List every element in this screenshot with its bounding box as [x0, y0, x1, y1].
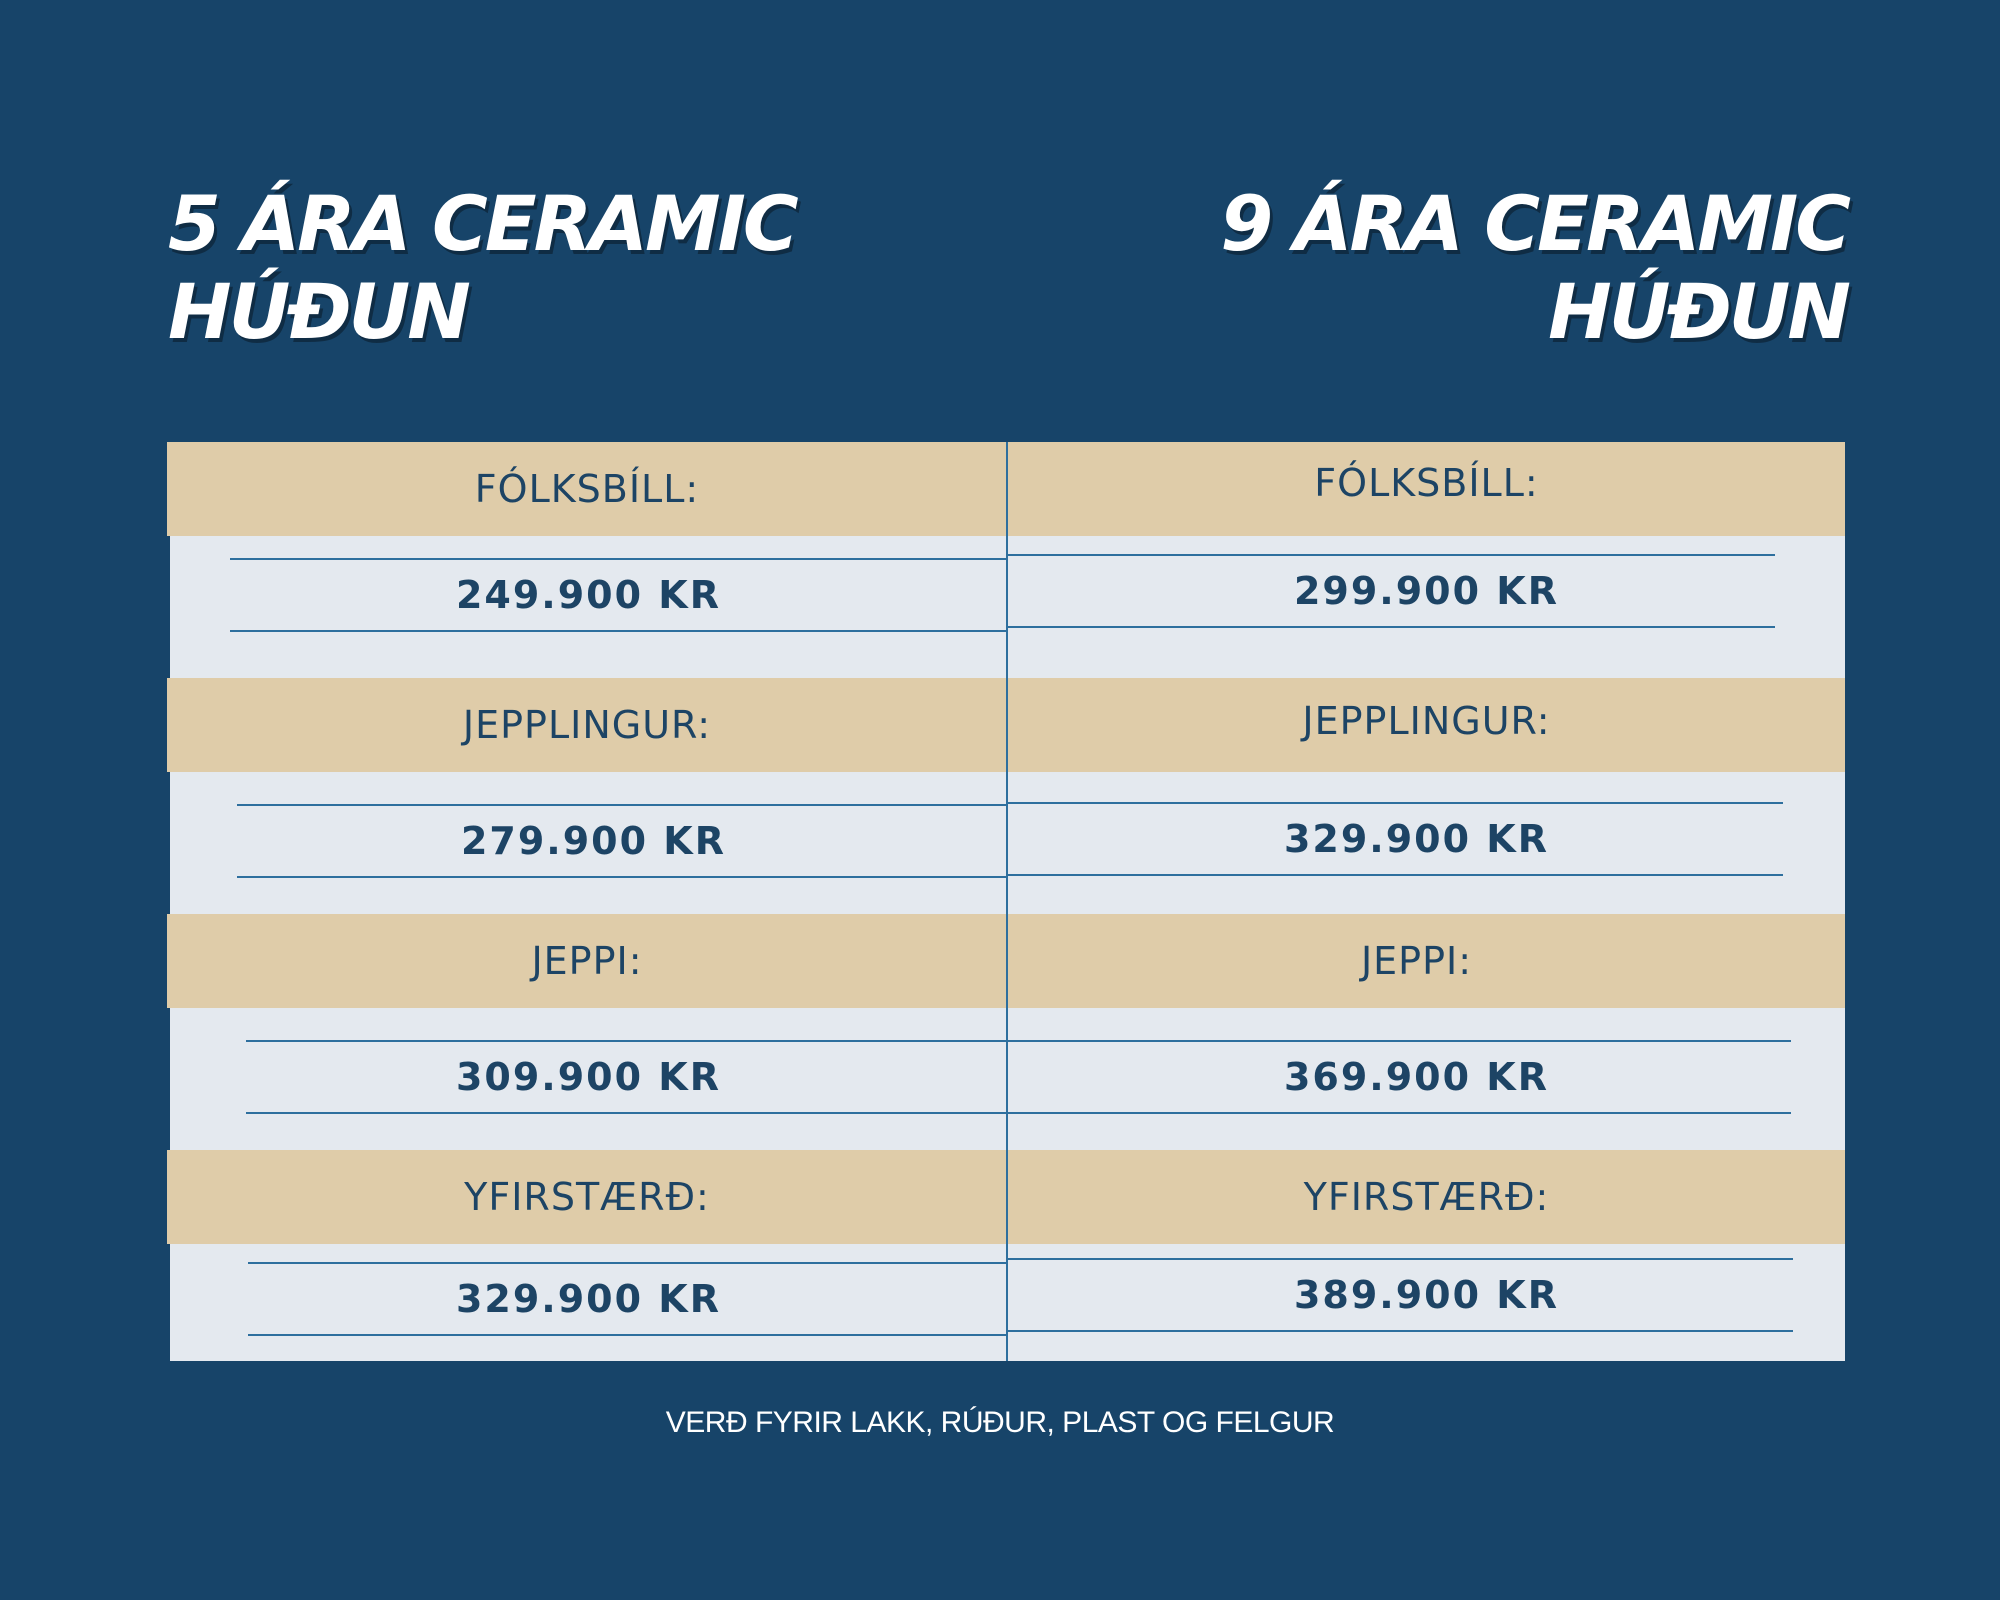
rule-line	[248, 1262, 1007, 1264]
price-value: 299.900 KR	[1293, 569, 1559, 613]
rule-line	[248, 1334, 1007, 1336]
price-value: 329.900 KR	[455, 1277, 721, 1321]
vehicle-type-label: FÓLKSBÍLL:	[1314, 461, 1539, 505]
price-row	[1008, 554, 1845, 628]
rule-line	[1008, 1330, 1793, 1332]
rule-line	[246, 1040, 1007, 1042]
vehicle-type-band	[167, 678, 1007, 772]
nine-year-heading-line2: HÚÐUN	[1548, 267, 1848, 356]
five-year-heading-line2: HÚÐUN	[168, 267, 468, 356]
price-row	[1008, 1040, 1845, 1114]
price-row	[1008, 802, 1845, 876]
vehicle-type-band	[1008, 678, 1845, 772]
rule-line	[1008, 1040, 1791, 1042]
five-year-heading	[168, 180, 796, 356]
vehicle-type-label: YFIRSTÆRÐ:	[464, 1175, 710, 1219]
vehicle-type-label: FÓLKSBÍLL:	[474, 467, 700, 511]
vehicle-type-label: JEPPI:	[531, 939, 643, 983]
vehicle-type-label: JEPPLINGUR:	[1302, 699, 1551, 743]
rule-line	[230, 558, 1007, 560]
price-value: 369.900 KR	[1283, 1055, 1549, 1099]
five-year-heading-line1: 5 ÁRA CERAMIC	[168, 179, 796, 268]
rule-line	[1008, 554, 1775, 556]
price-row	[170, 1262, 1007, 1336]
nine-year-column	[1008, 442, 1845, 1361]
five-year-column	[170, 442, 1007, 1361]
price-row	[170, 1040, 1007, 1114]
vehicle-type-band	[167, 442, 1007, 536]
vehicle-type-band	[1008, 914, 1845, 1008]
rule-line	[1008, 874, 1783, 876]
price-value: 249.900 KR	[455, 573, 721, 617]
price-table	[170, 442, 1845, 1361]
rule-line	[1008, 1112, 1791, 1114]
vehicle-type-label: YFIRSTÆRÐ:	[1303, 1175, 1550, 1219]
price-value: 309.900 KR	[455, 1055, 721, 1099]
rule-line	[246, 1112, 1007, 1114]
vehicle-type-band	[1008, 442, 1845, 536]
vehicle-type-label: JEPPI:	[1360, 939, 1473, 983]
price-value: 389.900 KR	[1293, 1273, 1559, 1317]
price-value: 279.900 KR	[460, 819, 726, 863]
rule-line	[1008, 626, 1775, 628]
rule-line	[1008, 1258, 1793, 1260]
price-value: 329.900 KR	[1283, 817, 1549, 861]
price-row	[170, 558, 1007, 632]
rule-line	[230, 630, 1007, 632]
nine-year-heading-line1: 9 ÁRA CERAMIC	[1220, 179, 1848, 268]
vehicle-type-band	[167, 914, 1007, 1008]
rule-line	[237, 876, 1007, 878]
vehicle-type-label: JEPPLINGUR:	[462, 703, 712, 747]
price-row	[1008, 1258, 1845, 1332]
price-row	[170, 804, 1007, 878]
coverage-footnote: VERÐ FYRIR LAKK, RÚÐUR, PLAST OG FELGUR	[665, 1406, 1335, 1439]
rule-line	[237, 804, 1007, 806]
rule-line	[1008, 802, 1783, 804]
vehicle-type-band	[167, 1150, 1007, 1244]
vehicle-type-band	[1008, 1150, 1845, 1244]
nine-year-heading	[1220, 180, 1848, 356]
